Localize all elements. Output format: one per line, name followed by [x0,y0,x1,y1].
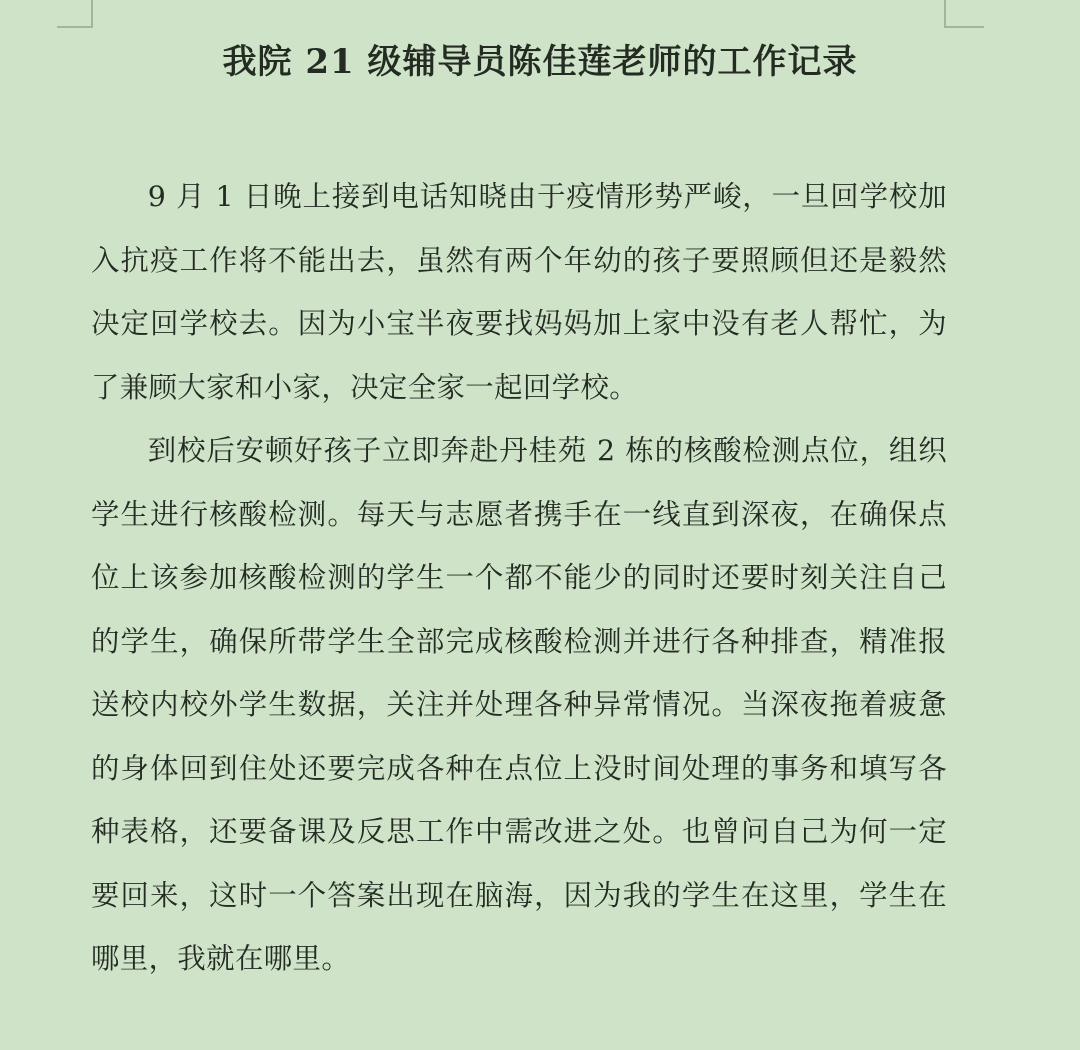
paragraph: 9 月 1 日晚上接到电话知晓由于疫情形势严峻，一旦回学校加入抗疫工作将不能出去，虽然有两个年幼的孩子要照顾但还是毅然决定回学校去。因为小宝半夜要找妈妈加上家中没有老人帮忙，为了兼顾大家和小家，决定全家一起回学校。 [91,180,947,404]
page-margin-mark-top-left [57,0,93,28]
paragraph: 到校后安顿好孩子立即奔赴丹桂苑 2 栋的核酸检测点位，组织学生进行核酸检测。每天与志愿者携手在一线直到深夜，在确保点位上该参加核酸检测的学生一个都不能少的同时还要时刻关注自己的学生，确保所带学生全部完成核酸检测并进行各种排查，精准报送校内校外学生数据，关注并处理各种异常情况。当深夜拖着疲惫的身体回到住处还要完成各种在点位上没时间处理的事务和填写各种表格，还要备课及反思工作中需改进之处。也曾问自己为何一定要回来，这时一个答案出现在脑海，因为我的学生在这里，学生在哪里，我就在哪里。 [91,434,947,975]
document-title: 我院 21 级辅导员陈佳莲老师的工作记录 [222,42,858,82]
page-margin-mark-top-right [944,0,984,28]
document-body [91,165,947,991]
